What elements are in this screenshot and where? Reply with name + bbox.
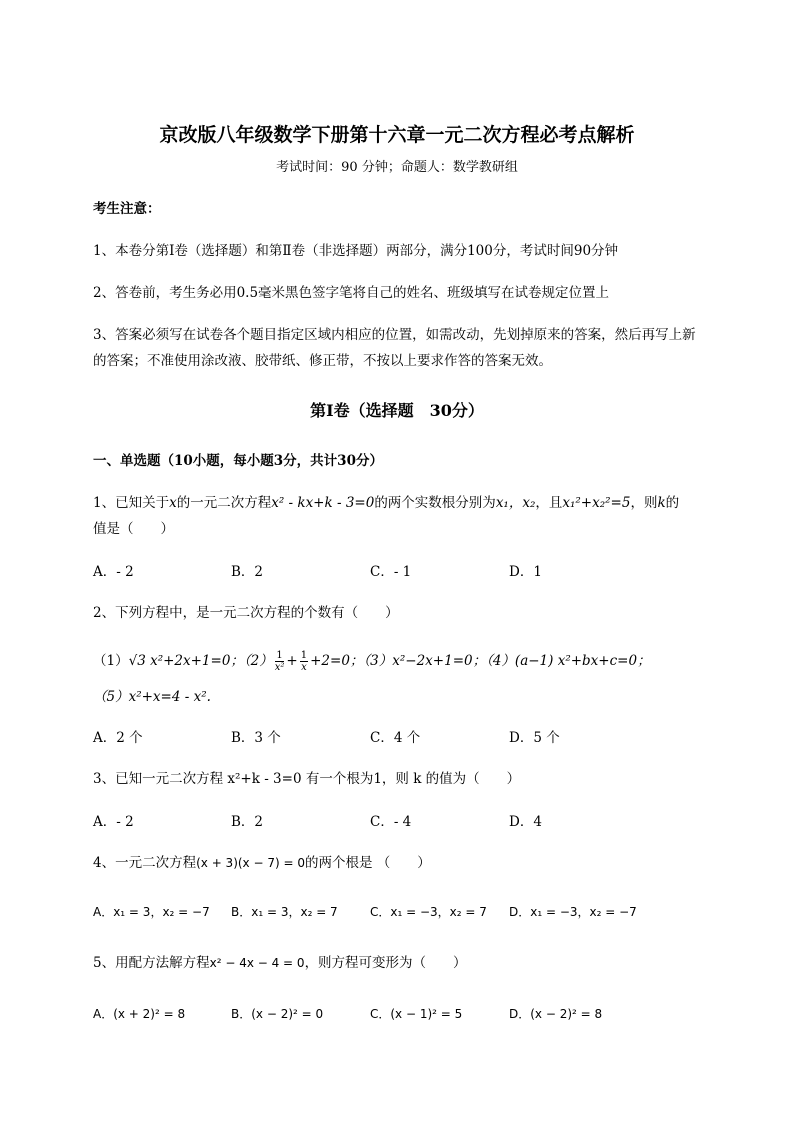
option-c[interactable]: C．x₁ = −3，x₂ = 7	[370, 905, 487, 919]
question-2-options	[93, 726, 713, 750]
option-c[interactable]: C．- 1	[370, 564, 412, 580]
question-1-options	[93, 560, 713, 584]
page-title: 京改版八年级数学下册第十六章一元二次方程必考点解析	[159, 124, 635, 146]
option-b[interactable]: B．3 个	[231, 730, 281, 746]
option-d[interactable]: D．5 个	[509, 730, 560, 746]
fraction: $\frac{1}{\text{x²}}$	[274, 650, 285, 673]
option-c[interactable]: C．(x − 1)² = 5	[370, 1007, 463, 1021]
section-title: 第Ⅰ卷（选择题 30分）	[310, 401, 484, 420]
option-d[interactable]: D．1	[509, 564, 542, 580]
question-2-stem: 2、下列方程中，是一元二次方程的个数有（ ）	[93, 605, 399, 621]
question-2-equations-line2: （5）x²+x=4 - x².	[93, 689, 211, 705]
notice-heading: 考生注意：	[93, 201, 161, 217]
option-c[interactable]: C．- 4	[370, 814, 412, 830]
question-4-options	[93, 900, 713, 924]
option-a[interactable]: A．(x + 2)² = 8	[93, 1007, 186, 1021]
option-d[interactable]: D．(x − 2)² = 8	[509, 1007, 603, 1021]
option-b[interactable]: B．2	[231, 814, 264, 830]
option-b[interactable]: B．2	[231, 564, 264, 580]
fraction: $\frac{1}{x}$	[300, 650, 308, 673]
option-a[interactable]: A．- 2	[93, 564, 134, 580]
question-1-stem-line2: 值是（ ）	[93, 521, 174, 537]
page-subtitle: 考试时间：90 分钟；命题人：数学教研组	[276, 160, 518, 175]
option-c[interactable]: C．4 个	[370, 730, 421, 746]
option-a[interactable]: A．x₁ = 3，x₂ = −7	[93, 905, 210, 919]
notice-item-1: 1、本卷分第Ⅰ卷（选择题）和第Ⅱ卷（非选择题）两部分，满分100分，考试时间90分钟	[93, 243, 619, 259]
option-b[interactable]: B．(x − 2)² = 0	[231, 1007, 324, 1021]
notice-item-3: 3、答案必须写在试卷各个题目指定区域内相应的位置，如需改动，先划掉原来的答案，然后再写上新的答案；不准使用涂改液、胶带纸、修正带，不按以上要求作答的答案无效。	[93, 327, 696, 369]
question-5-options	[93, 1002, 713, 1026]
part-heading: 一、单选题（10小题，每小题3分，共计30分）	[93, 453, 383, 469]
question-3-stem: 3、已知一元二次方程 x²+k - 3=0 有一个根为1，则 k 的值为（ ）	[93, 771, 521, 787]
question-1-stem: 1、已知关于x的一元二次方程x² - kx+k - 3=0的两个实数根分别为x₁，x₂，且x₁²+x₂²=5，则k的	[93, 495, 680, 511]
option-a[interactable]: A．2 个	[93, 730, 143, 746]
option-a[interactable]: A．- 2	[93, 814, 134, 830]
option-d[interactable]: D．x₁ = −3，x₂ = −7	[509, 905, 637, 919]
question-5-stem: 5、用配方法解方程x² − 4x − 4 = 0，则方程可变形为（ ）	[93, 955, 467, 971]
question-2-equations-line1: （1）√3 x²+2x+1=0；（2） $\frac{1}{\text{x²}}$ + $\frac{1}{x}$ +2=0；（3）x²−2x+1=0；（4）(a−1) x²+bx+c=0；	[93, 650, 651, 673]
option-b[interactable]: B．x₁ = 3，x₂ = 7	[231, 905, 338, 919]
notice-item-2: 2、答卷前，考生务必用0.5毫米黑色签字笔将自己的姓名、班级填写在试卷规定位置上	[93, 285, 610, 301]
option-d[interactable]: D．4	[509, 814, 542, 830]
question-3-options	[93, 810, 713, 834]
question-4-stem: 4、一元二次方程(x + 3)(x − 7) = 0的两个根是 （ ）	[93, 855, 431, 871]
